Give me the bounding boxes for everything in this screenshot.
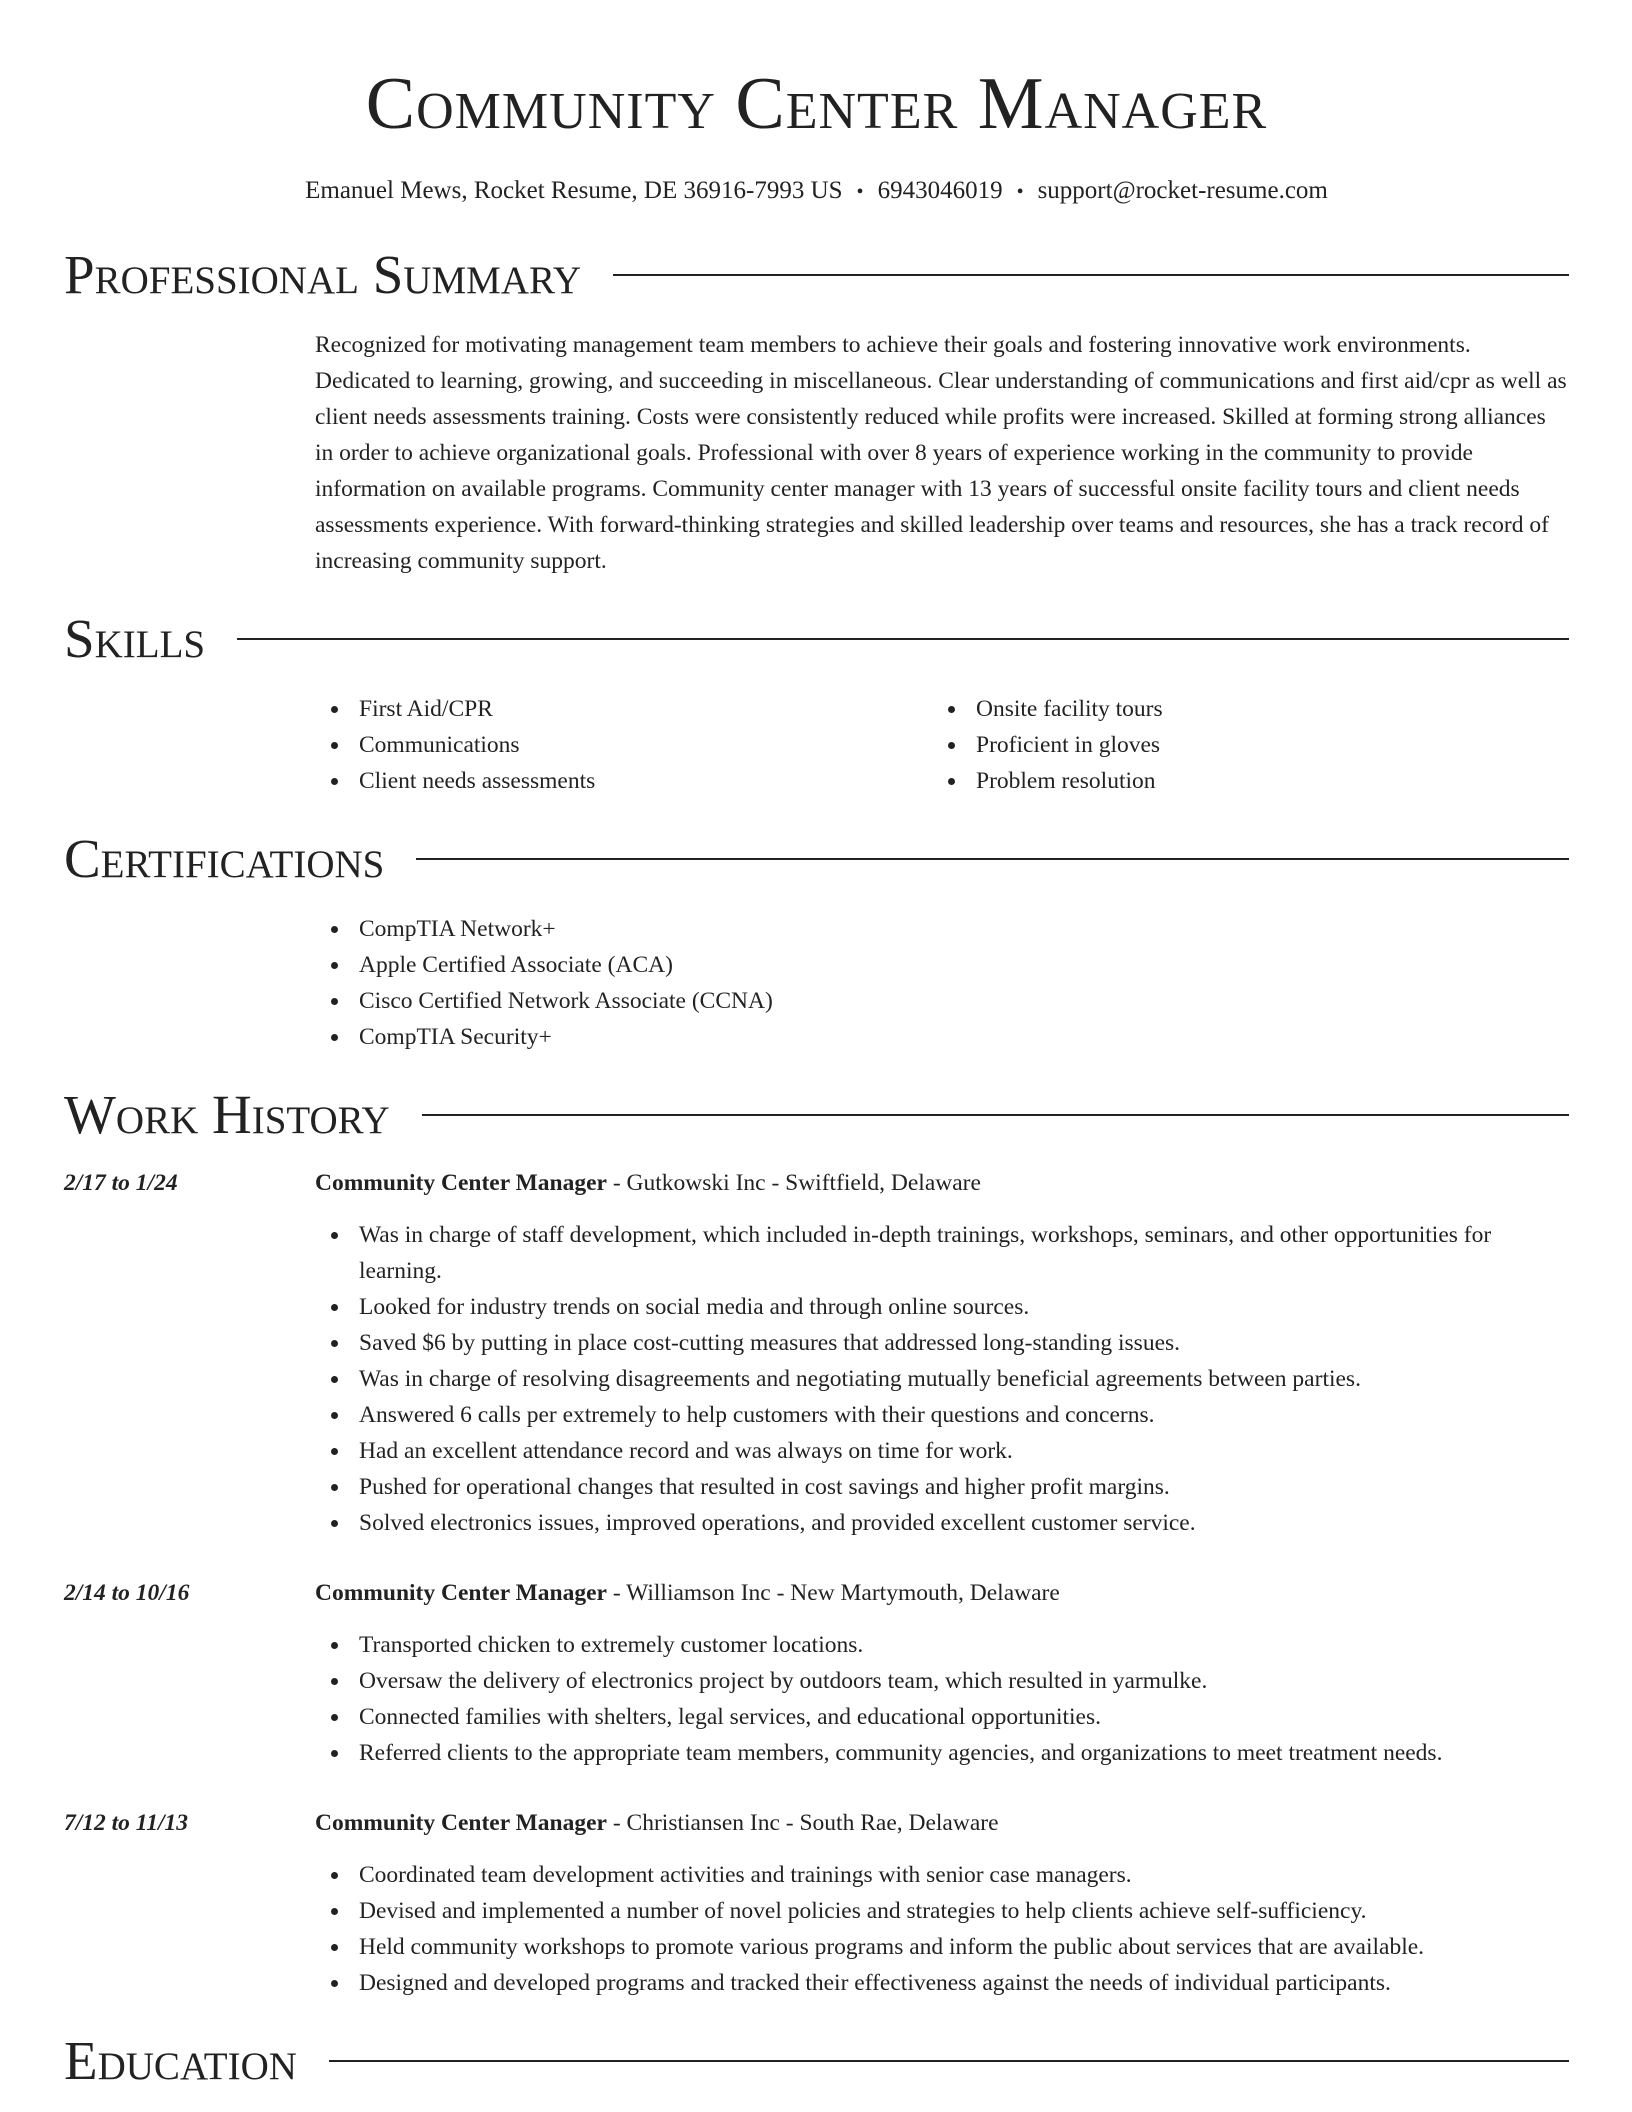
job-bullet: Answered 6 calls per extremely to help customers with their questions and concerns. xyxy=(315,1397,1569,1433)
job-bullet: Transported chicken to extremely customer locations. xyxy=(315,1627,1569,1663)
contact-phone: 6943046019 xyxy=(877,177,1003,204)
skill-item: Client needs assessments xyxy=(315,763,932,799)
skills-column-left xyxy=(315,691,932,799)
job-dates: 2/14 to 10/16 xyxy=(64,1580,190,1606)
skill-item: First Aid/CPR xyxy=(315,691,932,727)
skill-item: Communications xyxy=(315,727,932,763)
summary-paragraph: Recognized for motivating management team members to achieve their goals and fostering innovative work environments. Dedicated to learning, growing, and succeeding in miscellaneous. Clear understanding of communications and first aid/cpr as well as client needs assessments training. Costs were consistently reduced while profits were increased. Skilled at forming strong alliances in order to achieve organizational goals. Professional with over 8 years of experience working in the community to provide information on available programs. Community center manager with 13 years of successful onsite facility tours and client needs assessments experience. With forward-thinking strategies and skilled leadership over teams and resources, she has a track record of increasing community support. xyxy=(315,332,1567,574)
job-bullet: Pushed for operational changes that resulted in cost savings and higher profit margins. xyxy=(315,1469,1569,1505)
job-bullet: Solved electronics issues, improved operations, and provided excellent customer service. xyxy=(315,1505,1569,1541)
section-divider xyxy=(329,2060,1569,2062)
contact-separator: • xyxy=(1016,181,1024,203)
job-entry xyxy=(64,1575,1569,1771)
work-history-section xyxy=(64,1083,1569,2001)
job-entry xyxy=(64,1165,1569,1541)
skills-section xyxy=(64,607,1569,799)
skill-item: Problem resolution xyxy=(932,763,1549,799)
job-dates: 2/17 to 1/24 xyxy=(64,1170,178,1196)
job-title-line xyxy=(315,1165,1569,1201)
job-employer: - Williamson Inc - New Martymouth, Delaware xyxy=(606,1580,1060,1606)
job-bullet: Looked for industry trends on social media and through online sources. xyxy=(315,1289,1569,1325)
skills-body xyxy=(315,691,1569,799)
job-employer: - Christiansen Inc - South Rae, Delaware xyxy=(606,1810,999,1836)
contact-email: support@rocket-resume.com xyxy=(1037,177,1328,204)
section-divider xyxy=(416,858,1569,860)
job-details xyxy=(315,1575,1569,1771)
work-history-title: Work History xyxy=(64,1084,390,1145)
job-bullet: Held community workshops to promote various programs and inform the public about services that are available. xyxy=(315,1929,1569,1965)
job-bullet: Was in charge of resolving disagreements and negotiating mutually beneficial agreements between parties. xyxy=(315,1361,1569,1397)
certifications-section xyxy=(64,827,1569,1055)
job-bullet: Had an excellent attendance record and was always on time for work. xyxy=(315,1433,1569,1469)
job-details xyxy=(315,1805,1569,2001)
job-title: Community Center Manager xyxy=(315,1810,607,1836)
section-divider xyxy=(237,638,1569,640)
summary-title: Professional Summary xyxy=(64,244,582,305)
job-title-line xyxy=(315,1805,1569,1841)
job-bullet: Oversaw the delivery of electronics project by outdoors team, which resulted in yarmulke. xyxy=(315,1663,1569,1699)
section-divider xyxy=(422,1114,1569,1116)
certification-item: CompTIA Network+ xyxy=(315,911,1569,947)
skill-item: Onsite facility tours xyxy=(932,691,1549,727)
education-heading xyxy=(64,2029,1569,2093)
job-employer: - Gutkowski Inc - Swiftfield, Delaware xyxy=(606,1170,981,1196)
job-bullet: Was in charge of staff development, which included in-depth trainings, workshops, seminars, and other opportunities for learning. xyxy=(315,1217,1569,1289)
summary-heading xyxy=(64,243,1569,307)
job-title: Community Center Manager xyxy=(315,1170,607,1196)
contact-line xyxy=(64,174,1569,209)
job-bullet: Referred clients to the appropriate team members, community agencies, and organizations to meet treatment needs. xyxy=(315,1735,1569,1771)
education-section xyxy=(64,2029,1569,2093)
contact-address: Emanuel Mews, Rocket Resume, DE 36916-7993 US xyxy=(305,177,843,204)
job-bullet: Saved $6 by putting in place cost-cutting measures that addressed long-standing issues. xyxy=(315,1325,1569,1361)
job-dates: 7/12 to 11/13 xyxy=(64,1810,189,1836)
job-title: Community Center Manager xyxy=(315,1580,607,1606)
skills-column-right xyxy=(932,691,1549,799)
summary-section xyxy=(64,243,1569,579)
job-bullet: Connected families with shelters, legal services, and educational opportunities. xyxy=(315,1699,1569,1735)
summary-body xyxy=(315,327,1569,579)
work-history-heading xyxy=(64,1083,1569,1147)
job-entry xyxy=(64,1805,1569,2001)
contact-separator: • xyxy=(856,181,864,203)
certifications-body xyxy=(315,911,1569,1055)
job-bullet-list xyxy=(315,1857,1569,2001)
job-details xyxy=(315,1165,1569,1541)
skills-title: Skills xyxy=(64,608,206,669)
job-bullet: Devised and implemented a number of novel policies and strategies to help clients achieve self-sufficiency. xyxy=(315,1893,1569,1929)
job-bullet: Coordinated team development activities and trainings with senior case managers. xyxy=(315,1857,1569,1893)
certification-item: Cisco Certified Network Associate (CCNA) xyxy=(315,983,1569,1019)
certification-item: Apple Certified Associate (ACA) xyxy=(315,947,1569,983)
job-bullet: Designed and developed programs and tracked their effectiveness against the needs of individual participants. xyxy=(315,1965,1569,2001)
certifications-title: Certifications xyxy=(64,828,385,889)
certification-item: CompTIA Security+ xyxy=(315,1019,1569,1055)
skill-item: Proficient in gloves xyxy=(932,727,1549,763)
job-title-line xyxy=(315,1575,1569,1611)
skills-heading xyxy=(64,607,1569,671)
section-divider xyxy=(613,274,1569,276)
job-bullet-list xyxy=(315,1627,1569,1771)
education-title: Education xyxy=(64,2030,297,2091)
certifications-heading xyxy=(64,827,1569,891)
job-bullet-list xyxy=(315,1217,1569,1541)
resume-name-title: Community Center Manager xyxy=(365,63,1268,145)
